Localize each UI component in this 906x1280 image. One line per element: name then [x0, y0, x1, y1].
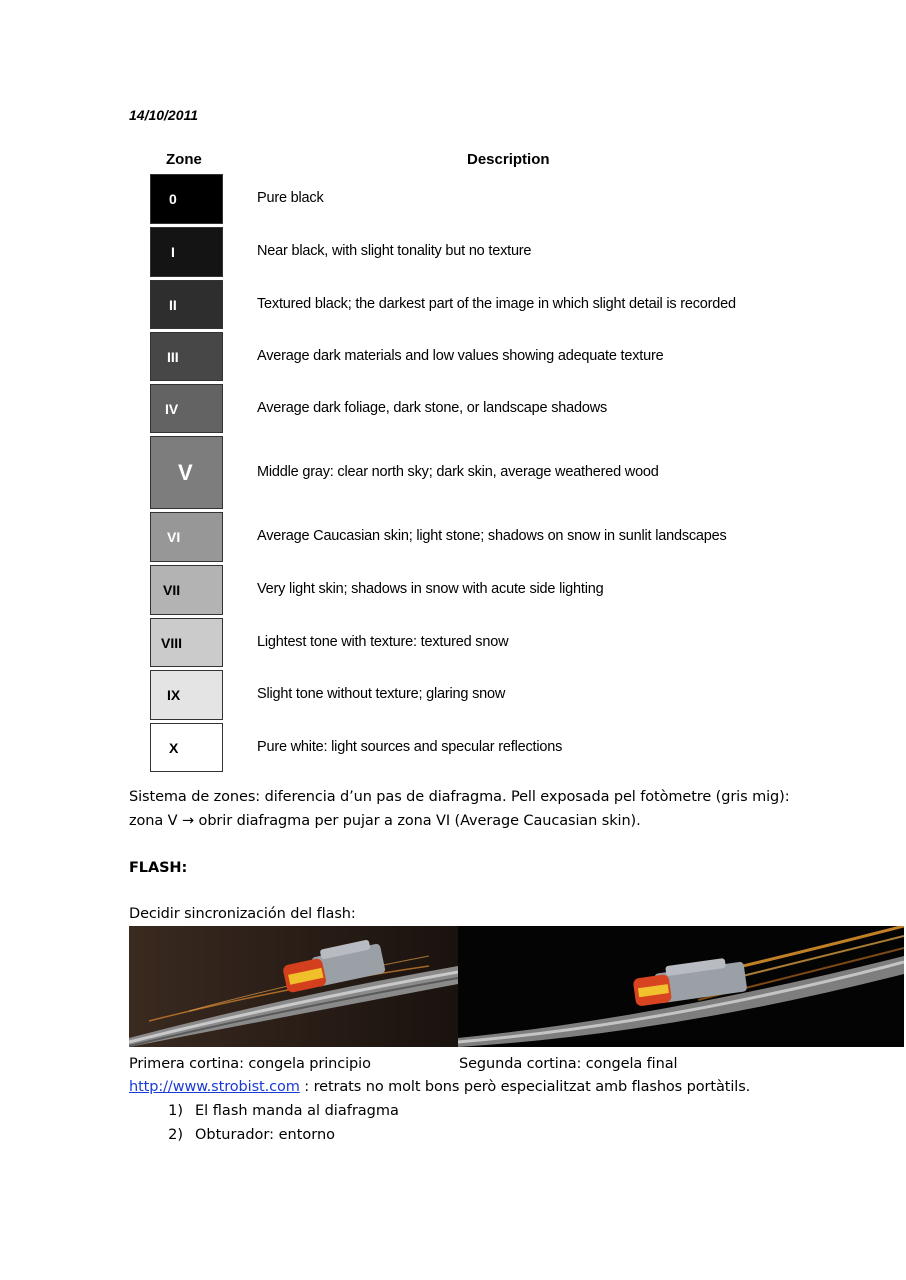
zone-label: VII [163, 582, 181, 598]
zone-description: Near black, with slight tonality but no texture [257, 243, 532, 259]
zone-description: Slight tone without texture; glaring snow [257, 686, 506, 702]
notes-line-2: zona V → obrir diafragma per pujar a zona VI (Average Caucasian skin). [129, 813, 641, 829]
zone-label: II [169, 296, 177, 313]
zone-label: 0 [169, 191, 177, 207]
notes-line-1: Sistema de zones: diferencia d’un pas de diafragma. Pell exposada pel fotòmetre (gris mig): [129, 789, 790, 805]
document-date: 14/10/2011 [129, 107, 199, 123]
list-item [129, 1126, 399, 1150]
list-item [129, 1102, 399, 1126]
zone-column-header: Zone [166, 151, 202, 168]
zone-label: X [169, 739, 179, 756]
zone-swatch-ix [150, 670, 223, 720]
strobist-description: : retrats no molt bons però especialitzat amb flashos portàtils. [299, 1079, 751, 1095]
list-item-text: El flash manda al diafragma [195, 1103, 399, 1119]
zone-swatch-vii [150, 565, 223, 615]
zone-description: Average dark foliage, dark stone, or landscape shadows [257, 399, 608, 416]
zone-description: Lightest tone with texture: textured snow [257, 633, 509, 650]
strobist-line [129, 1079, 750, 1095]
zone-description: Average Caucasian skin; light stone; shadows on snow in sunlit landscapes [257, 528, 727, 544]
zone-description: Pure black [257, 190, 324, 206]
zone-description: Pure white: light sources and specular reflections [257, 738, 563, 755]
zone-swatch-v [150, 436, 223, 509]
zone-swatch-viii [150, 618, 223, 667]
list-item-number: 2) [168, 1127, 183, 1143]
zone-description: Average dark materials and low values showing adequate texture [257, 347, 664, 364]
train-second-curtain-image [458, 926, 904, 1047]
caption-first-curtain: Primera cortina: congela principio [129, 1056, 371, 1072]
flash-steps-list [129, 1102, 399, 1150]
zone-label: V [178, 459, 193, 485]
first-curtain-photo [129, 926, 458, 1047]
train-first-curtain-image [129, 926, 458, 1047]
flash-heading: FLASH: [129, 860, 188, 876]
strobist-link[interactable]: http://www.strobist.com [129, 1079, 300, 1095]
caption-second-curtain: Segunda cortina: congela final [459, 1056, 678, 1072]
list-item-number: 1) [168, 1103, 183, 1119]
zone-label: VI [167, 529, 181, 545]
zone-swatch-ii [150, 280, 223, 329]
description-column-header: Description [467, 151, 550, 168]
zone-label: IX [167, 687, 181, 703]
list-item-text: Obturador: entorno [195, 1127, 336, 1143]
zone-label: IV [165, 400, 179, 417]
zone-swatch-i [150, 227, 223, 277]
zone-swatch-vi [150, 512, 223, 562]
zone-label: VIII [161, 634, 183, 651]
zone-description: Textured black; the darkest part of the image in which slight detail is recorded [257, 295, 736, 312]
zone-swatch-0 [150, 174, 223, 224]
zone-label: I [171, 244, 175, 260]
zone-description: Very light skin; shadows in snow with acute side lighting [257, 581, 604, 597]
second-curtain-photo [458, 926, 904, 1047]
zone-swatch-iii [150, 332, 223, 381]
flash-sync-text: Decidir sincronización del flash: [129, 906, 356, 922]
zone-description: Middle gray: clear north sky; dark skin, average weathered wood [257, 463, 659, 480]
zone-swatch-iv [150, 384, 223, 433]
zone-label: III [167, 348, 179, 365]
zone-swatch-x [150, 723, 223, 772]
